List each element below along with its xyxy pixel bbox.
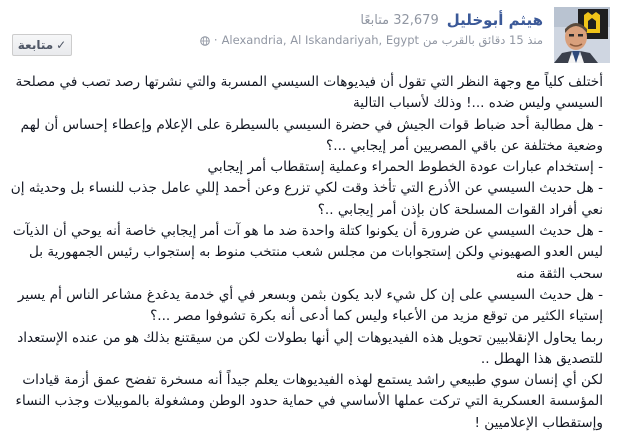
check-icon: ✓ bbox=[56, 38, 67, 52]
post-body bbox=[8, 72, 603, 434]
post-time[interactable]: منذ 15 دقائق بالقرب من bbox=[423, 33, 543, 47]
follow-button-label: متابعة bbox=[17, 38, 54, 52]
post-paragraph-point-3: - هل حديث السيسي عن الأذرع التي تأخذ وقت لكي تزرع وعن أحمد إللي عامل جذب للنساء بل وحديثه إن نعي أفراد القوات المسلحة كان بإذن أمر إيجابي ..؟ bbox=[10, 180, 603, 218]
post-paragraph-point-5: - هل حديث السيسي على إن كل شيء لابد يكون بثمن وبسعر في أي خدمة يدغدغ مشاعر الناس أم يسير إستياء الكثير من توقع مزيد من الأعباء وليس كما أدعى أنه بكرة تشوفوا مصر ...؟ bbox=[17, 286, 603, 325]
post-meta bbox=[200, 32, 543, 48]
post-location[interactable]: Alexandria, Al Iskandariyah, Egypt bbox=[221, 33, 420, 47]
follow-button[interactable] bbox=[12, 34, 72, 56]
post-paragraph-point-1: - هل مطالبة أحد ضباط قوات الجيش في حضرة السيسي بالسيطرة على الإعلام وإعطاء إحساس أن لهم وضعية مختلفة عن باقي المصريين أمر إيجابي ...؟ bbox=[20, 116, 603, 154]
meta-separator: · bbox=[213, 33, 218, 47]
post-paragraph-conclusion-2: لكن أي إنسان سوي طبيعي راشد يستمع لهذه الفيديوهات يعلم جيداً أنه مسخرة تفضح عمق أزمة قيادات المؤسسة العسكرية التي تركت عملها الأساسي في حماية حدود الوطن ومشغولة بالموبيلات وجذب النساء وإستقطاب الإعلاميين ! bbox=[15, 372, 603, 431]
author-name[interactable]: هيثم أبوخليل bbox=[446, 11, 543, 29]
avatar[interactable] bbox=[554, 7, 610, 63]
globe-icon bbox=[200, 35, 210, 45]
profile-photo bbox=[554, 7, 610, 63]
follower-count: 32,679 متابعًا bbox=[360, 12, 439, 28]
post-header bbox=[0, 0, 617, 64]
post-paragraph-intro: أختلف كلياً مع وجهة النظر التي تقول أن فيديوهات السيسي المسربة والتي نشرتها رصد تصب في مصلحة السيسي وليس ضده ...! وذلك لأسباب التالية bbox=[15, 74, 603, 112]
author-row bbox=[360, 10, 543, 30]
post-paragraph-point-4: - هل حديث السيسي عن ضرورة أن يكونوا كتلة واحدة ضد ما هو آت أمر إيجابي خاصة أنه يوحي أن الذيآت ليس العدو الصهيوني ولكن إستجوابات من مجلس شعب منتخب منوط به إستجواب رئيس الجمهورية بل سحب الثقة منه bbox=[12, 223, 603, 282]
post-paragraph-conclusion-1: ربما يحاول الإنقلابيين تحويل هذه الفيديوهات إلي أنها بطولات لكن من سيقتنع بذلك هو من عنده الإستعداد للتصديق هذا الهطل .. bbox=[17, 329, 603, 367]
post-paragraph-point-2: - إستخدام عبارات عودة الخطوط الحمراء وعملية إستقطاب أمر إيجابي bbox=[207, 159, 603, 176]
